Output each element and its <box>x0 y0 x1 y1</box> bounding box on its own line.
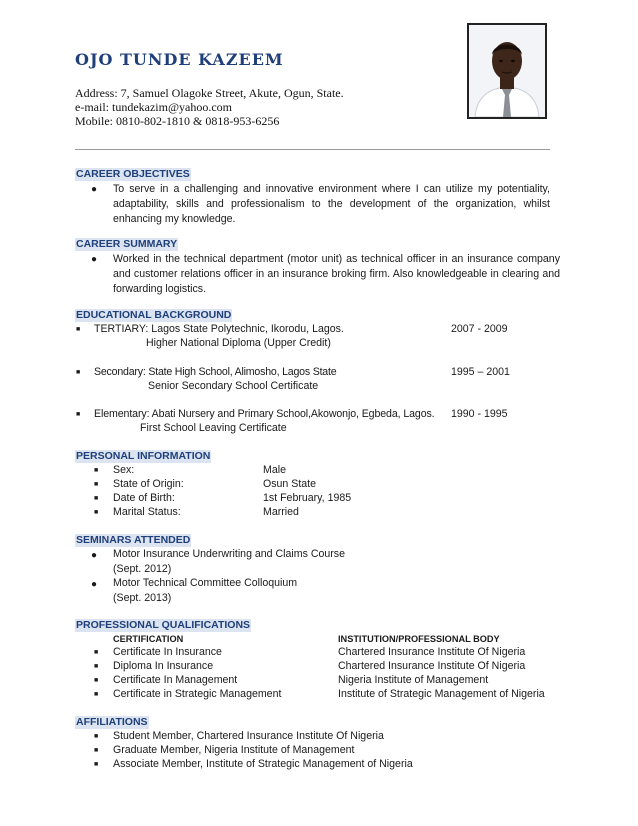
section-heading-qualifications: PROFESSIONAL QUALIFICATIONS <box>76 619 251 631</box>
personal-value: Osun State <box>263 478 316 490</box>
section-heading-affiliations: AFFILIATIONS <box>76 716 148 728</box>
qualification-certificate: Diploma In Insurance <box>113 660 214 672</box>
email-line: e-mail: tundekazim@yahoo.com <box>75 100 233 114</box>
education-qualification: Higher National Diploma (Upper Credit) <box>146 337 331 349</box>
personal-label: Marital Status: <box>113 506 181 518</box>
bullet-dot: ● <box>91 184 98 195</box>
bullet-square: ■ <box>76 411 81 418</box>
qualification-certificate: Certificate In Management <box>113 674 238 686</box>
bullet-dot: ● <box>91 550 98 561</box>
personal-label: State of Origin: <box>113 478 184 490</box>
personal-label: Sex: <box>113 464 135 476</box>
bullet-square: ■ <box>94 747 99 754</box>
section-heading-seminars: SEMINARS ATTENDED <box>76 534 191 546</box>
bullet-square: ■ <box>94 691 99 698</box>
career-summary-text: Worked in the technical department (motor unit) as technical officer in an insurance company and customer relations officer in an insurance broking firm. Also knowledgeable in clearing and forwarding logistics. <box>113 253 560 295</box>
qualification-body: Chartered Insurance Institute Of Nigeria <box>338 660 526 672</box>
section-heading-education: EDUCATIONAL BACKGROUND <box>76 309 232 321</box>
mobile-line: Mobile: 0810-802-1810 & 0818-953-6256 <box>75 114 280 128</box>
personal-value: Male <box>263 464 286 476</box>
portrait-image <box>469 25 545 117</box>
seminar-title: Motor Insurance Underwriting and Claims Course <box>113 548 345 560</box>
qualification-body: Nigeria Institute of Management <box>338 674 489 686</box>
profile-photo <box>467 23 547 119</box>
qualification-certificate: Certificate in Strategic Management <box>113 688 282 700</box>
column-header-certification: CERTIFICATION <box>113 634 184 644</box>
candidate-name: OJO TUNDE KAZEEM <box>75 50 284 69</box>
education-qualification: Senior Secondary School Certificate <box>148 380 319 392</box>
bullet-dot: ● <box>91 579 98 590</box>
bullet-square: ■ <box>94 649 99 656</box>
affiliation-item: Associate Member, Institute of Strategic Management of Nigeria <box>113 758 413 770</box>
seminar-date: (Sept. 2013) <box>113 592 172 604</box>
bullet-square: ■ <box>94 509 99 516</box>
education-years: 2007 - 2009 <box>451 323 508 335</box>
education-years: 1995 – 2001 <box>451 366 510 378</box>
personal-label: Date of Birth: <box>113 492 175 504</box>
affiliation-item: Graduate Member, Nigeria Institute of Management <box>113 744 355 756</box>
personal-value: 1st February, 1985 <box>263 492 352 504</box>
seminar-date: (Sept. 2012) <box>113 563 172 575</box>
education-school: Elementary: Abati Nursery and Primary School,Akowonjo, Egbeda, Lagos. <box>94 408 435 420</box>
bullet-square: ■ <box>94 733 99 740</box>
column-header-institution: INSTITUTION/PROFESSIONAL BODY <box>338 634 500 644</box>
personal-value: Married <box>263 506 299 518</box>
section-heading-personal-information: PERSONAL INFORMATION <box>76 450 211 462</box>
education-school: TERTIARY: Lagos State Polytechnic, Ikorodu, Lagos. <box>94 323 344 335</box>
bullet-square: ■ <box>76 326 81 333</box>
affiliation-item: Student Member, Chartered Insurance Institute Of Nigeria <box>113 730 384 742</box>
address-line: Address: 7, Samuel Olagoke Street, Akute, Ogun, State. <box>75 86 344 100</box>
career-objectives-text: To serve in a challenging and innovative environment where I can utilize my potentiality, adaptability, skills and professionalism to the development of the organization, whilst enhancing my knowledge. <box>113 183 550 225</box>
qualification-certificate: Certificate In Insurance <box>113 646 222 658</box>
qualification-body: Institute of Strategic Management of Nigeria <box>338 688 545 700</box>
education-years: 1990 - 1995 <box>451 408 508 420</box>
qualification-body: Chartered Insurance Institute Of Nigeria <box>338 646 526 658</box>
bullet-square: ■ <box>94 663 99 670</box>
bullet-square: ■ <box>94 467 99 474</box>
header-divider <box>75 149 550 150</box>
bullet-square: ■ <box>76 369 81 376</box>
section-heading-career-objectives: CAREER OBJECTIVES <box>76 168 190 180</box>
seminar-title: Motor Technical Committee Colloquium <box>113 577 298 589</box>
bullet-dot: ● <box>91 254 98 265</box>
education-qualification: First School Leaving Certificate <box>140 422 287 434</box>
bullet-square: ■ <box>94 481 99 488</box>
bullet-square: ■ <box>94 761 99 768</box>
bullet-square: ■ <box>94 495 99 502</box>
bullet-square: ■ <box>94 677 99 684</box>
section-heading-career-summary: CAREER SUMMARY <box>76 238 178 250</box>
education-school: Secondary: State High School, Alimosho, Lagos State <box>94 366 337 378</box>
